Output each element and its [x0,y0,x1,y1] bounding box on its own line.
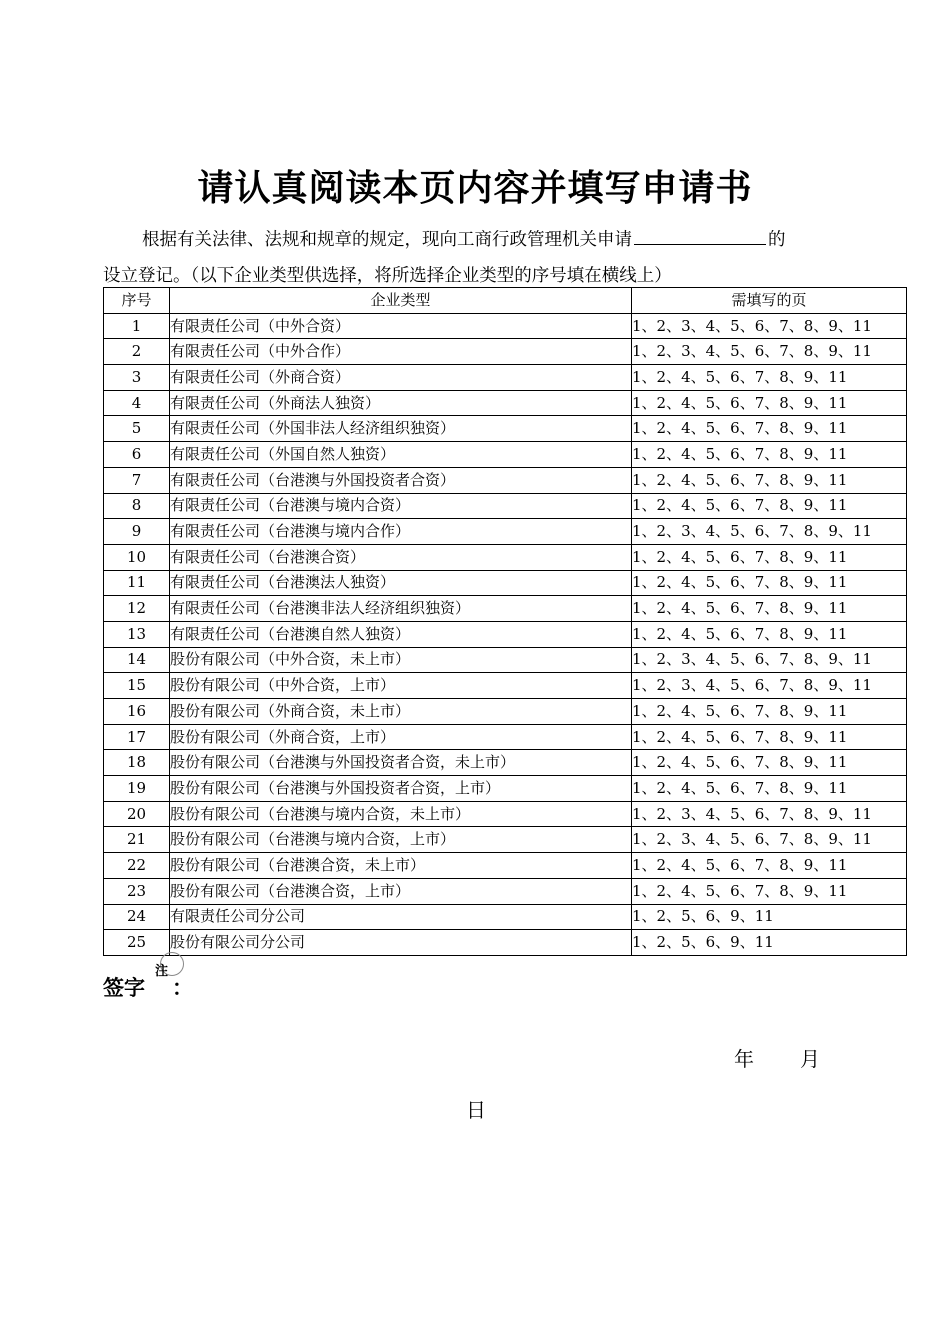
row-pages: 1、2、3、4、5、6、7、8、9、11 [632,647,907,673]
table-row [104,621,907,647]
row-pages: 1、2、4、5、6、7、8、9、11 [632,699,907,725]
row-number: 23 [104,878,170,904]
signature-label: 签字 [103,976,145,1000]
table-row [104,442,907,468]
row-pages: 1、2、4、5、6、7、8、9、11 [632,878,907,904]
row-number: 22 [104,853,170,879]
row-number: 3 [104,365,170,391]
row-pages: 1、2、4、5、6、7、8、9、11 [632,442,907,468]
row-number: 9 [104,519,170,545]
row-pages: 1、2、3、4、5、6、7、8、9、11 [632,801,907,827]
table-row [104,416,907,442]
table-row [104,827,907,853]
row-enterprise-type: 有限责任公司（中外合作） [170,339,632,365]
row-number: 4 [104,390,170,416]
header-enterprise-type: 企业类型 [170,288,632,314]
table-row [104,750,907,776]
row-pages: 1、2、4、5、6、7、8、9、11 [632,493,907,519]
row-enterprise-type: 有限责任公司（外国自然人独资） [170,442,632,468]
table-row [104,339,907,365]
row-number: 6 [104,442,170,468]
row-enterprise-type: 股份有限公司（外商合资，未上市） [170,699,632,725]
table-row [104,853,907,879]
row-number: 5 [104,416,170,442]
page-title: 请认真阅读本页内容并填写申请书 [197,168,753,209]
row-enterprise-type: 股份有限公司分公司 [170,930,632,956]
row-pages: 1、2、3、4、5、6、7、8、9、11 [632,339,907,365]
row-number: 19 [104,776,170,802]
row-enterprise-type: 股份有限公司（台港澳与境内合资，上市） [170,827,632,853]
row-enterprise-type: 股份有限公司（台港澳与境内合资，未上市） [170,801,632,827]
row-pages: 1、2、3、4、5、6、7、8、9、11 [632,673,907,699]
row-number: 13 [104,621,170,647]
table-row [104,904,907,930]
row-enterprise-type: 有限责任公司（外国非法人经济组织独资） [170,416,632,442]
row-pages: 1、2、4、5、6、7、8、9、11 [632,776,907,802]
row-number: 17 [104,724,170,750]
row-enterprise-type: 有限责任公司（台港澳法人独资） [170,570,632,596]
row-pages: 1、2、4、5、6、7、8、9、11 [632,570,907,596]
row-number: 25 [104,930,170,956]
table-row [104,801,907,827]
row-pages: 1、2、4、5、6、7、8、9、11 [632,724,907,750]
row-pages: 1、2、4、5、6、7、8、9、11 [632,750,907,776]
row-number: 1 [104,313,170,339]
intro-text-before-blank: 根据有关法律、法规和规章的规定，现向工商行政管理机关申请 [142,230,632,250]
header-number: 序号 [104,288,170,314]
row-pages: 1、2、3、4、5、6、7、8、9、11 [632,313,907,339]
row-pages: 1、2、4、5、6、7、8、9、11 [632,390,907,416]
date-year-label: 年 [734,1047,754,1071]
row-enterprise-type: 有限责任公司（台港澳自然人独资） [170,621,632,647]
row-enterprise-type: 有限责任公司（台港澳与外国投资者合资） [170,467,632,493]
table-row [104,570,907,596]
table-row [104,467,907,493]
row-enterprise-type: 有限责任公司（外商合资） [170,365,632,391]
table-row [104,724,907,750]
row-enterprise-type: 有限责任公司（台港澳与境内合作） [170,519,632,545]
row-enterprise-type: 有限责任公司（中外合资） [170,313,632,339]
row-pages: 1、2、5、6、9、11 [632,904,907,930]
row-enterprise-type: 股份有限公司（台港澳合资，未上市） [170,853,632,879]
row-number: 20 [104,801,170,827]
table-row [104,390,907,416]
table-row [104,878,907,904]
table-row [104,699,907,725]
header-pages: 需填写的页 [632,288,907,314]
table-row [104,493,907,519]
table-header-row [104,288,907,314]
row-enterprise-type: 股份有限公司（台港澳合资，上市） [170,878,632,904]
table-row [104,776,907,802]
row-pages: 1、2、4、5、6、7、8、9、11 [632,544,907,570]
enterprise-type-table [103,287,907,956]
row-number: 8 [104,493,170,519]
application-type-blank[interactable] [634,228,766,245]
row-pages: 1、2、4、5、6、7、8、9、11 [632,467,907,493]
note-marker: 注 [155,964,169,979]
row-enterprise-type: 股份有限公司（中外合资，未上市） [170,647,632,673]
row-pages: 1、2、4、5、6、7、8、9、11 [632,365,907,391]
row-pages: 1、2、4、5、6、7、8、9、11 [632,853,907,879]
row-number: 16 [104,699,170,725]
table-row [104,930,907,956]
row-pages: 1、2、3、4、5、6、7、8、9、11 [632,519,907,545]
row-pages: 1、2、4、5、6、7、8、9、11 [632,596,907,622]
row-enterprise-type: 股份有限公司（台港澳与外国投资者合资，上市） [170,776,632,802]
row-number: 12 [104,596,170,622]
row-enterprise-type: 有限责任公司（外商法人独资） [170,390,632,416]
row-enterprise-type: 股份有限公司（中外合资，上市） [170,673,632,699]
row-enterprise-type: 有限责任公司（台港澳与境内合资） [170,493,632,519]
row-number: 14 [104,647,170,673]
table-body [104,313,907,955]
row-pages: 1、2、4、5、6、7、8、9、11 [632,416,907,442]
table-row [104,596,907,622]
intro-text-after-blank: 的 [768,230,786,250]
date-day-label: 日 [466,1098,486,1122]
table-row [104,647,907,673]
row-enterprise-type: 股份有限公司（台港澳与外国投资者合资，未上市） [170,750,632,776]
row-number: 24 [104,904,170,930]
row-number: 11 [104,570,170,596]
row-number: 10 [104,544,170,570]
row-number: 18 [104,750,170,776]
row-number: 15 [104,673,170,699]
row-pages: 1、2、5、6、9、11 [632,930,907,956]
row-enterprise-type: 有限责任公司（台港澳非法人经济组织独资） [170,596,632,622]
row-enterprise-type: 有限责任公司分公司 [170,904,632,930]
row-number: 7 [104,467,170,493]
row-enterprise-type: 有限责任公司（台港澳合资） [170,544,632,570]
row-enterprise-type: 股份有限公司（外商合资，上市） [170,724,632,750]
row-pages: 1、2、3、4、5、6、7、8、9、11 [632,827,907,853]
table-row [104,313,907,339]
table-row [104,544,907,570]
row-number: 2 [104,339,170,365]
table-row [104,519,907,545]
table-row [104,365,907,391]
intro-line-1 [142,226,786,251]
row-pages: 1、2、4、5、6、7、8、9、11 [632,621,907,647]
signature-colon: ： [172,975,193,1000]
date-month-label: 月 [800,1047,820,1071]
table-row [104,673,907,699]
row-number: 21 [104,827,170,853]
intro-line-2: 设立登记。（以下企业类型供选择，将所选择企业类型的序号填在横线上） [103,266,672,286]
